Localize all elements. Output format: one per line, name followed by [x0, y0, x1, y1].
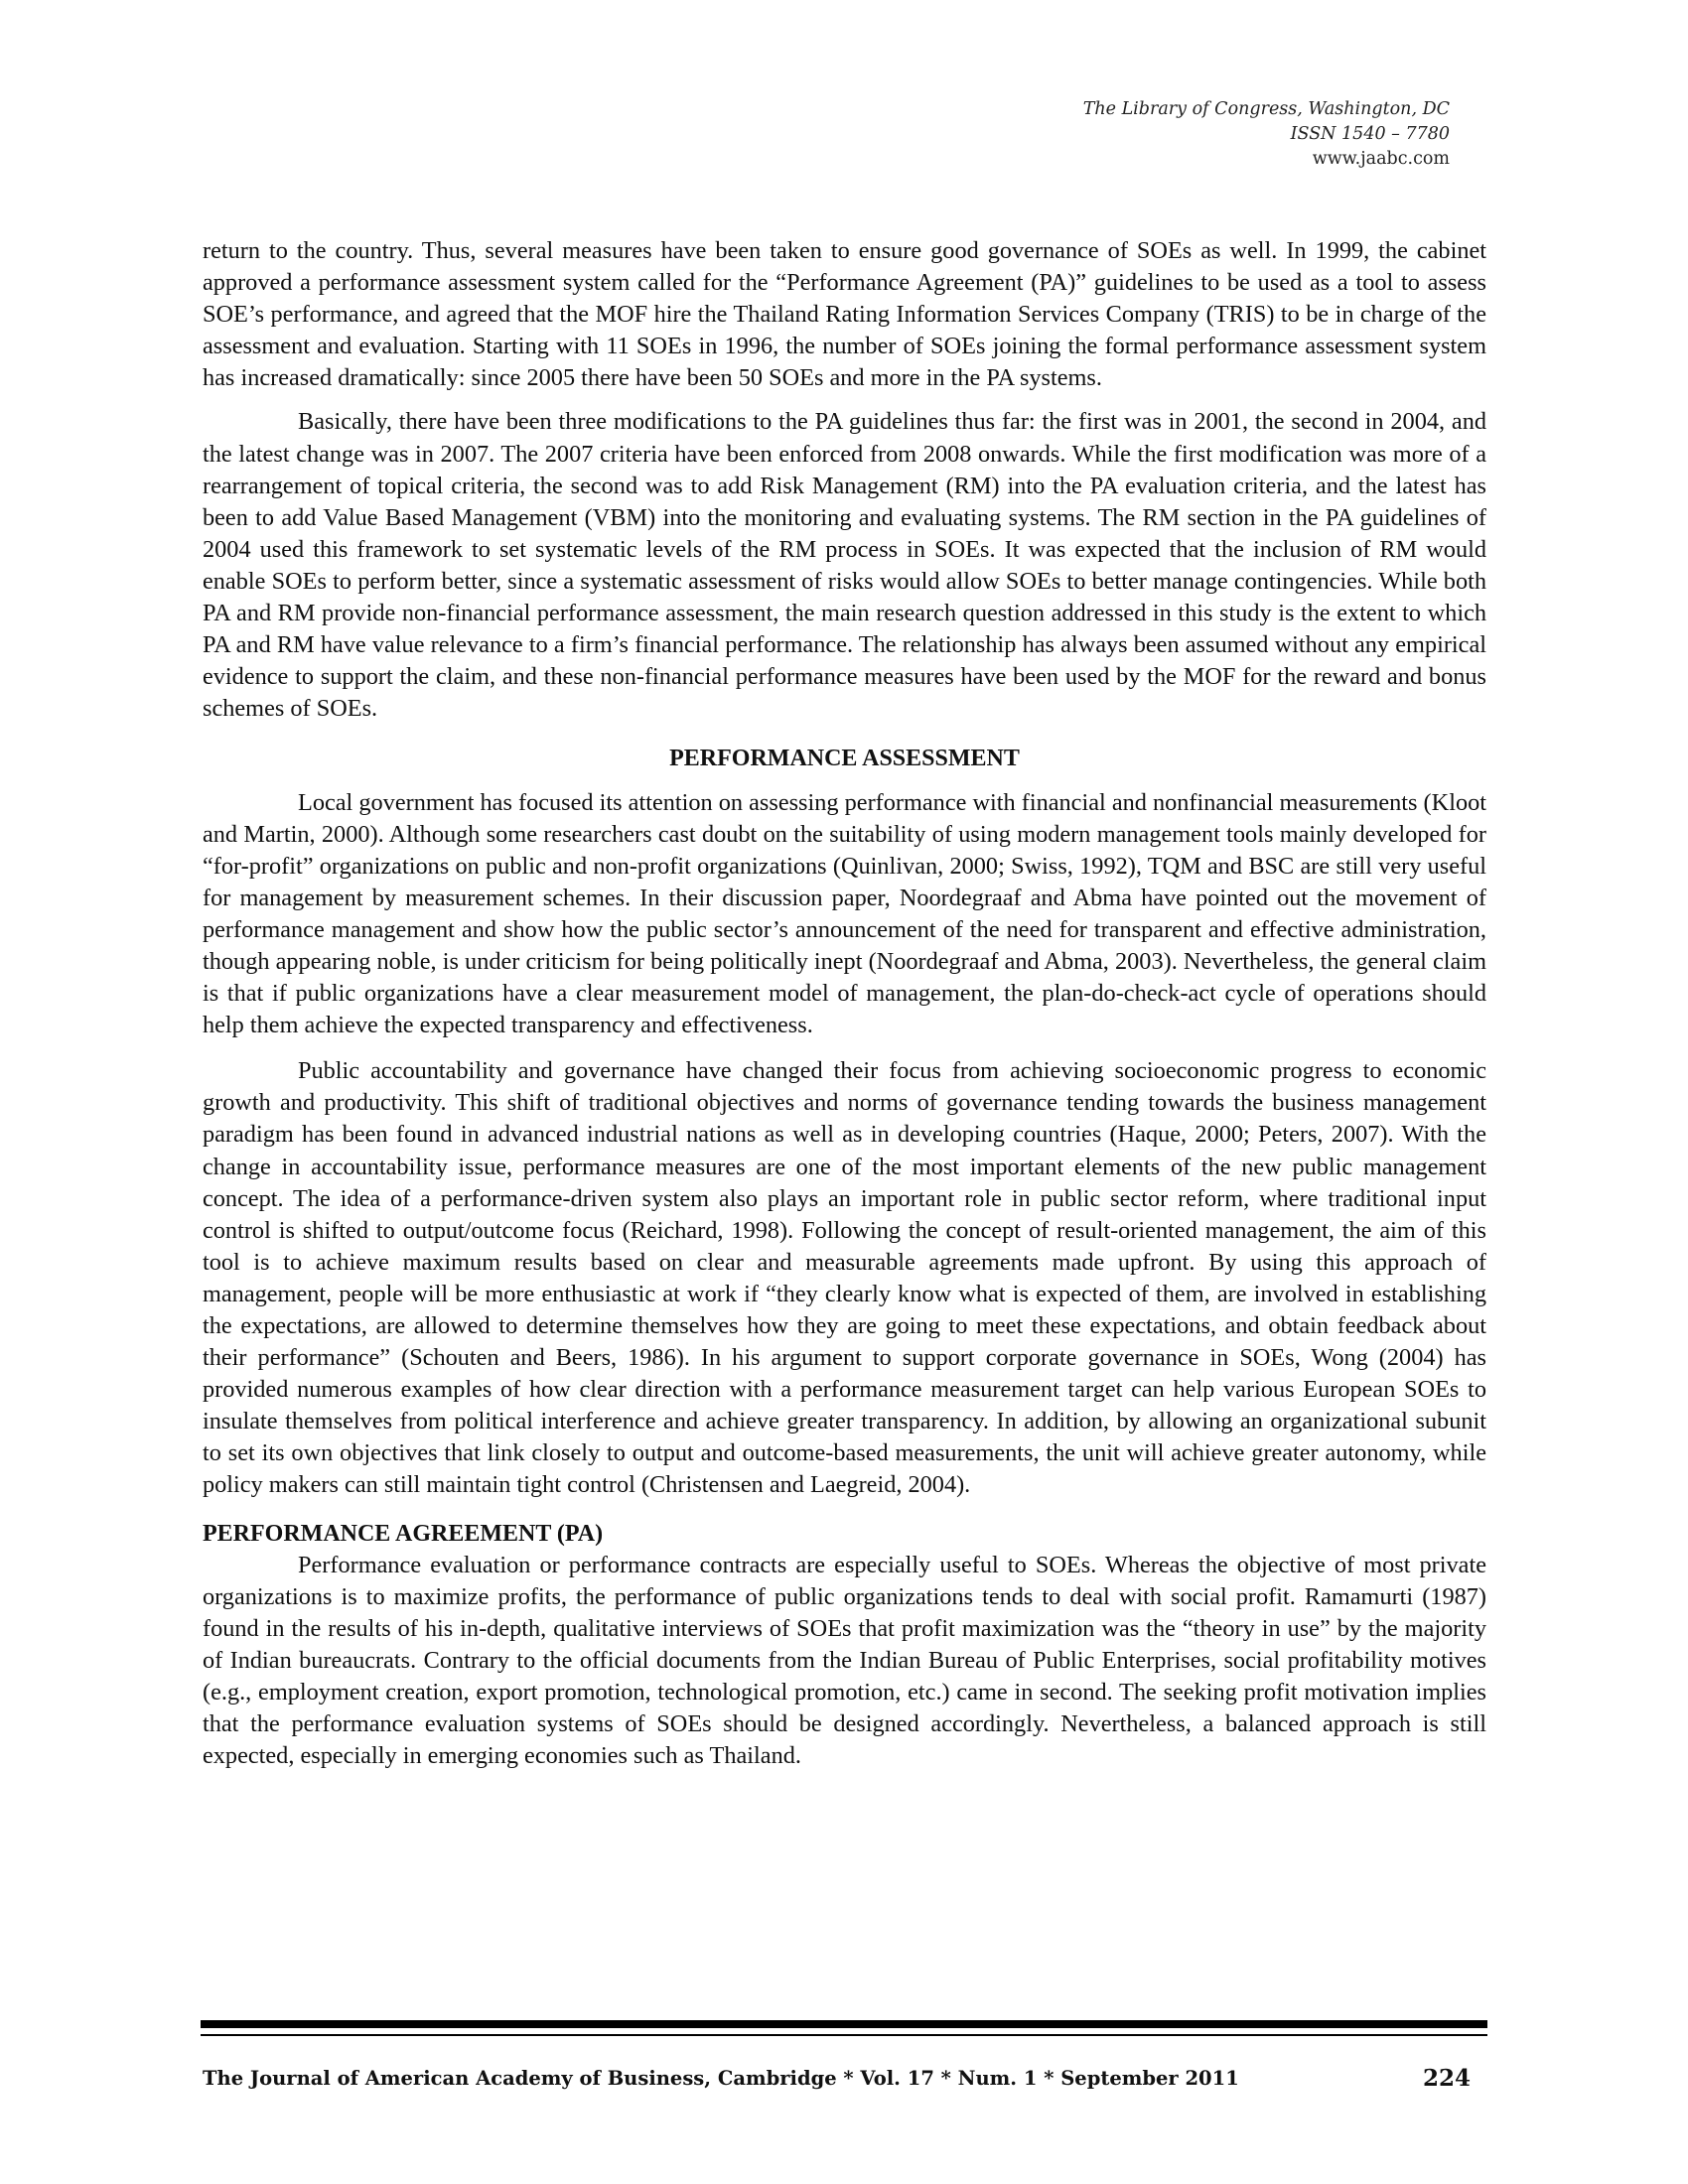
paragraph-continuation: return to the country. Thus, several measures have been taken to ensure good governance of SOEs as well. In 1999, the cabinet approved a performance assessment system called for the “Performance Agreement (PA)” guidelines to be used as a tool to assess SOE’s performance, and agreed that the MOF hire the Thailand Rating Information Services Company (TRIS) to be in charge of the assessment and evaluation. Starting with 11 SOEs in 1996, the number of SOEs joining the formal performance assessment system has increased dramatically: since 2005 there have been 50 SOEs and more in the PA systems.: [203, 237, 1486, 392]
header-issn: ISSN 1540 – 7780: [1290, 124, 1450, 144]
paragraph-local-government: Local government has focused its attention on assessing performance with financial and nonfinancial measurements (Kloot and Martin, 2000). Although some researchers cast doubt on the suitability of using modern management tools mainly developed for “for-profit” organizations on public and non-profit organizations (Quinlivan, 2000; Swiss, 1992), TQM and BSC are still very useful for management by measurement schemes. In their discussion paper, Noordegraaf and Abma have pointed out the movement of performance management and show how the public sector’s announcement of the need for transparent and effective administration, though appearing noble, is under criticism for being politically inept (Noordegraaf and Abma, 2003). Nevertheless, the general claim is that if public organizations have a clear measurement model of management, the plan-do-check-act cycle of operations should help them achieve the expected transparency and effectiveness.: [203, 788, 1486, 1039]
running-header: [1083, 97, 1450, 172]
footer-rule-thick: [201, 2020, 1487, 2028]
section-heading-performance-agreement: PERFORMANCE AGREEMENT (PA): [203, 1520, 604, 1547]
paragraph-performance-evaluation: Performance evaluation or performance contracts are especially useful to SOEs. Whereas the objective of most private organizations is to maximize profits, the performance of public organizations tends to deal with social profit. Ramamurti (1987) found in the results of his in-depth, qualitative interviews of SOEs that profit maximization was the “theory in use” by the majority of Indian bureaucrats. Contrary to the official documents from the Indian Bureau of Public Enterprises, social profitability motives (e.g., employment creation, export promotion, technological promotion, etc.) came in second. The seeking profit motivation implies that the performance evaluation systems of SOEs should be designed accordingly. Nevertheless, a balanced approach is still expected, especially in emerging economies such as Thailand.: [203, 1551, 1486, 1770]
article-body: [203, 235, 1486, 1772]
section-heading-performance-assessment: PERFORMANCE ASSESSMENT: [669, 746, 1020, 772]
paragraph-public-accountability: Public accountability and governance have changed their focus from achieving socioeconomic progress to economic growth and productivity. This shift of traditional objectives and norms of governance tending towards the business management paradigm has been found in advanced industrial nations as well as in developing countries (Haque, 2000; Peters, 2007). With the change in accountability issue, performance measures are one of the most important elements of the new public management concept. The idea of a performance-driven system also plays an important role in public sector reform, where traditional input control is shifted to output/outcome focus (Reichard, 1998). Following the concept of result-oriented management, the aim of this tool is to achieve maximum results based on clear and measurable agreements made upfront. By using this approach of management, people will be more enthusiastic at work if “they clearly know what is expected of them, are involved in establishing the expectations, are allowed to determine themselves how they are going to meet these expectations, and obtain feedback about their performance” (Schouten and Beers, 1986). In his argument to support corporate governance in SOEs, Wong (2004) has provided numerous examples of how clear direction with a performance measurement target can help various European SOEs to insulate themselves from political interference and achieve greater transparency. In addition, by allowing an organizational subunit to set its own objectives that link closely to output and outcome-based measurements, the unit will achieve greater autonomy, while policy makers can still maintain tight control (Christensen and Laegreid, 2004).: [203, 1057, 1486, 1499]
paragraph-pa-modifications: Basically, there have been three modifications to the PA guidelines thus far: the first was in 2001, the second in 2004, and the latest change was in 2007. The 2007 criteria have been enforced from 2008 onwards. While the first modification was more of a rearrangement of topical criteria, the second was to add Risk Management (RM) into the PA evaluation criteria, and the latest has been to add Value Based Management (VBM) into the monitoring and evaluating systems. The RM section in the PA guidelines of 2004 used this framework to set systematic levels of the RM process in SOEs. It was expected that the inclusion of RM would enable SOEs to perform better, since a systematic assessment of risks would allow SOEs to better manage contingencies. While both PA and RM provide non-financial performance assessment, the main research question addressed in this study is the extent to which PA and RM have value relevance to a firm’s financial performance. The relationship has always been assumed without any empirical evidence to support the claim, and these non-financial performance measures have been used by the MOF for the reward and bonus schemes of SOEs.: [203, 408, 1486, 723]
footer-journal-citation: The Journal of American Academy of Business, Cambridge * Vol. 17 * Num. 1 * September 2011: [203, 2067, 1239, 2090]
header-publisher: The Library of Congress, Washington, DC: [1082, 99, 1450, 119]
page-number: 224: [1422, 2065, 1471, 2092]
footer-rule-thin: [201, 2034, 1487, 2036]
header-url: www.jaabc.com: [1312, 149, 1450, 169]
